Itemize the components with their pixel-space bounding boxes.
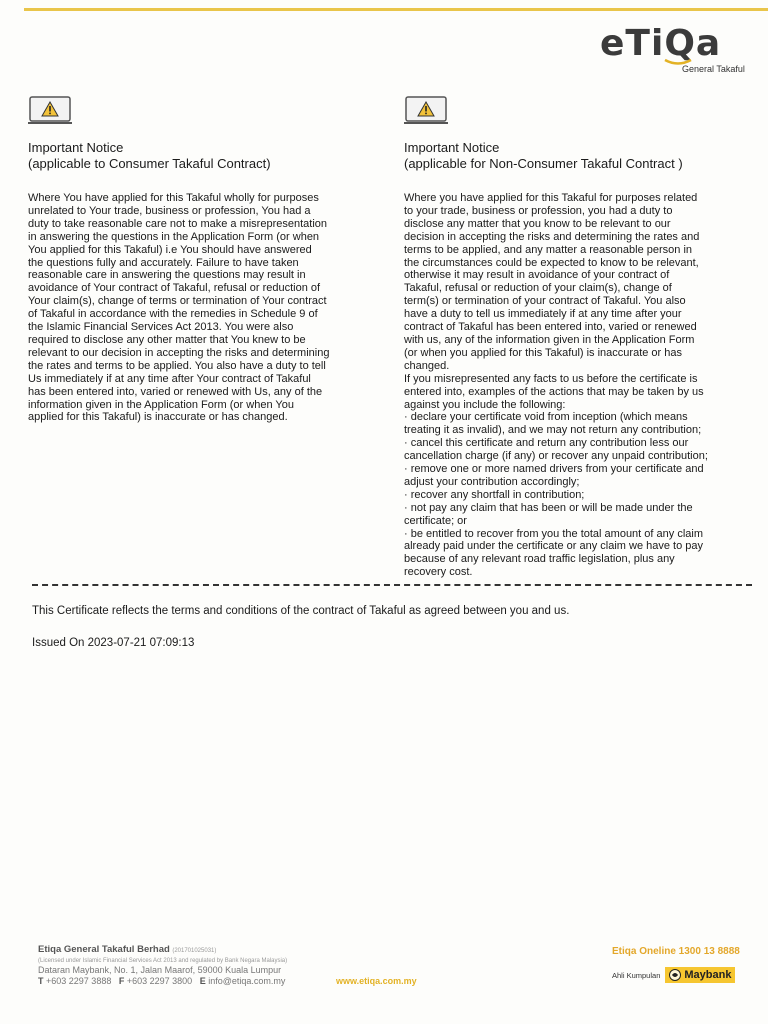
footer-website-link[interactable]: www.etiqa.com.my [336, 976, 417, 986]
notice-line: unrelated to Your trade, business or profession, You had a [28, 204, 311, 217]
notice-line: changed. [404, 359, 450, 372]
notice-line: terms to be applied, and any matter a reasonable person in [404, 243, 693, 256]
non-consumer-notice [404, 96, 740, 579]
notice-line: the Islamic Financial Services Act 2013. You were also [28, 321, 294, 334]
notice-line: already paid under the certificate or any claim we have to pay [404, 540, 703, 553]
maybank-wordmark: Maybank [684, 969, 732, 981]
notice-line: in answering the questions in the Application Form (or when [28, 230, 320, 243]
etiqa-logo [600, 23, 745, 80]
footer-license: (Licensed under Islamic Financial Services Act 2013 and regulated by Bank Negara Malaysia) [38, 958, 288, 964]
dashed-separator [32, 584, 752, 586]
notice-line: the circumstances could be expected to know to be relevant, [404, 256, 699, 269]
footer-email[interactable]: info@etiqa.com.my [208, 976, 286, 986]
notice-line: Us immediately if at any time after Your contract of Takaful [28, 372, 311, 385]
footer-hotline-group [612, 946, 742, 983]
notice-line: avoidance of Your contract of Takaful, refusal or reduction of [28, 282, 321, 295]
notice-line: applied for this Takaful) is inaccurate or has changed. [28, 411, 288, 424]
notice-subtitle: (applicable to Consumer Takaful Contract) [28, 156, 271, 171]
top-gold-rule [24, 8, 768, 11]
notice-line: have a duty to tell us immediately if at any time after your [404, 308, 682, 321]
notice-line: · not pay any claim that has been or will be made under the [404, 501, 693, 514]
notice-line: certificate; or [404, 514, 467, 527]
notice-line: the rates and terms to be applied. You also have a duty to tell [28, 359, 326, 372]
footer-reg-no: (201701025031) [172, 948, 217, 954]
maybank-tiger-icon [669, 969, 681, 981]
notice-line: adjust your contribution accordingly; [404, 475, 580, 488]
tel-label: T [38, 976, 44, 986]
footer-company-name: Etiqa General Takaful Berhad [38, 944, 170, 955]
notice-line: to your trade, business or profession, you had a duty to [404, 204, 673, 217]
consumer-notice [28, 96, 354, 424]
notice-line: entered into, examples of the actions that may be taken by us [404, 385, 704, 398]
notice-line: recovery cost. [404, 566, 473, 579]
notice-title: Important Notice [28, 140, 124, 155]
notice-line: otherwise it may result in avoidance of your contract of [404, 269, 670, 282]
notice-line: with us, any of the information given in the Application Form [404, 333, 695, 346]
email-label: E [199, 976, 206, 986]
notice-line: Where you have applied for this Takaful for purposes related [404, 192, 698, 204]
group-affiliation [612, 967, 742, 983]
certificate-statement: This Certificate reflects the terms and conditions of the contract of Takaful as agreed between you and us. [32, 605, 570, 617]
notice-subtitle: (applicable for Non-Consumer Takaful Contract ) [404, 156, 683, 171]
warning-icon [404, 96, 448, 126]
notice-line: If you misrepresented any facts to us before the certificate is [404, 372, 698, 385]
footer-tel: +603 2297 3888 [46, 976, 112, 986]
notice-line: · declare your certificate void from inception (which means [404, 411, 688, 424]
notice-line: · recover any shortfall in contribution; [404, 488, 585, 501]
notice-line: · be entitled to recover from you the total amount of any claim [404, 527, 703, 540]
notice-line: (or when you applied for this Takaful) is inaccurate or has [404, 346, 682, 359]
notice-line: required to disclose any other matter that You knew to be [28, 333, 306, 346]
footer-address: Dataran Maybank, No. 1, Jalan Maarof, 59000 Kuala Lumpur [38, 965, 282, 975]
notice-line: disclose any matter that you know to be relevant to our [404, 217, 671, 230]
notice-line: because of any relevant road traffic legislation, plus any [404, 553, 675, 566]
notice-line: decision in accepting the risks and determining the rates and [404, 230, 700, 243]
notice-body [28, 192, 354, 424]
notice-line: against you include the following: [404, 398, 566, 411]
notice-line: treating it as invalid), and we may not return any contribution; [404, 424, 702, 437]
notice-line: duty to take reasonable care not to make a misrepresentation [28, 217, 328, 230]
notice-line: reasonable care in answering the questions may result in [28, 269, 306, 282]
notice-line: You applied for this Takaful) i.e You should have answered [28, 243, 312, 256]
notice-line: cancellation charge (if any) or recover any unpaid contribution; [404, 450, 708, 463]
notice-line: contract of Takaful has been entered into, varied or renewed [404, 321, 697, 334]
footer-fax: +603 2297 3800 [126, 976, 193, 986]
notice-line: · cancel this certificate and return any contribution less our [404, 437, 689, 450]
notice-line: information given in the Application Form (or when You [28, 398, 294, 411]
group-label: Ahli Kumpulan [612, 970, 661, 980]
notice-line: · remove one or more named drivers from your certificate and [404, 463, 704, 476]
footer-hotline: Etiqa Oneline 1300 13 8888 [612, 946, 740, 957]
notice-line: the questions fully and accurately. Failure to have taken [28, 256, 299, 269]
notice-line: has been entered into, varied or renewed with Us, any of the [28, 385, 323, 398]
notice-line: Takaful, refusal or reduction of your claim(s), change of [404, 282, 672, 295]
notice-title: Important Notice [404, 140, 500, 155]
logo-wordmark: eTiQa [600, 23, 722, 64]
fax-label: F [118, 976, 125, 986]
logo-subtitle: General Takaful [682, 64, 745, 74]
notice-line: of Takaful in accordance with the remedies in Schedule 9 of [28, 308, 318, 321]
notice-line: Where You have applied for this Takaful wholly for purposes [28, 192, 319, 204]
footer-company-info [38, 944, 458, 987]
notice-body [404, 192, 740, 579]
notice-line: term(s) or termination of your contract of Takaful. You also [404, 295, 686, 308]
warning-icon [28, 96, 72, 126]
maybank-logo [665, 967, 735, 983]
issued-on-timestamp: Issued On 2023-07-21 07:09:13 [32, 637, 195, 649]
notice-line: Your claim(s), change of terms or termination of Your contract [28, 295, 327, 308]
notice-line: relevant to our decision in accepting the risks and determining [28, 346, 330, 359]
